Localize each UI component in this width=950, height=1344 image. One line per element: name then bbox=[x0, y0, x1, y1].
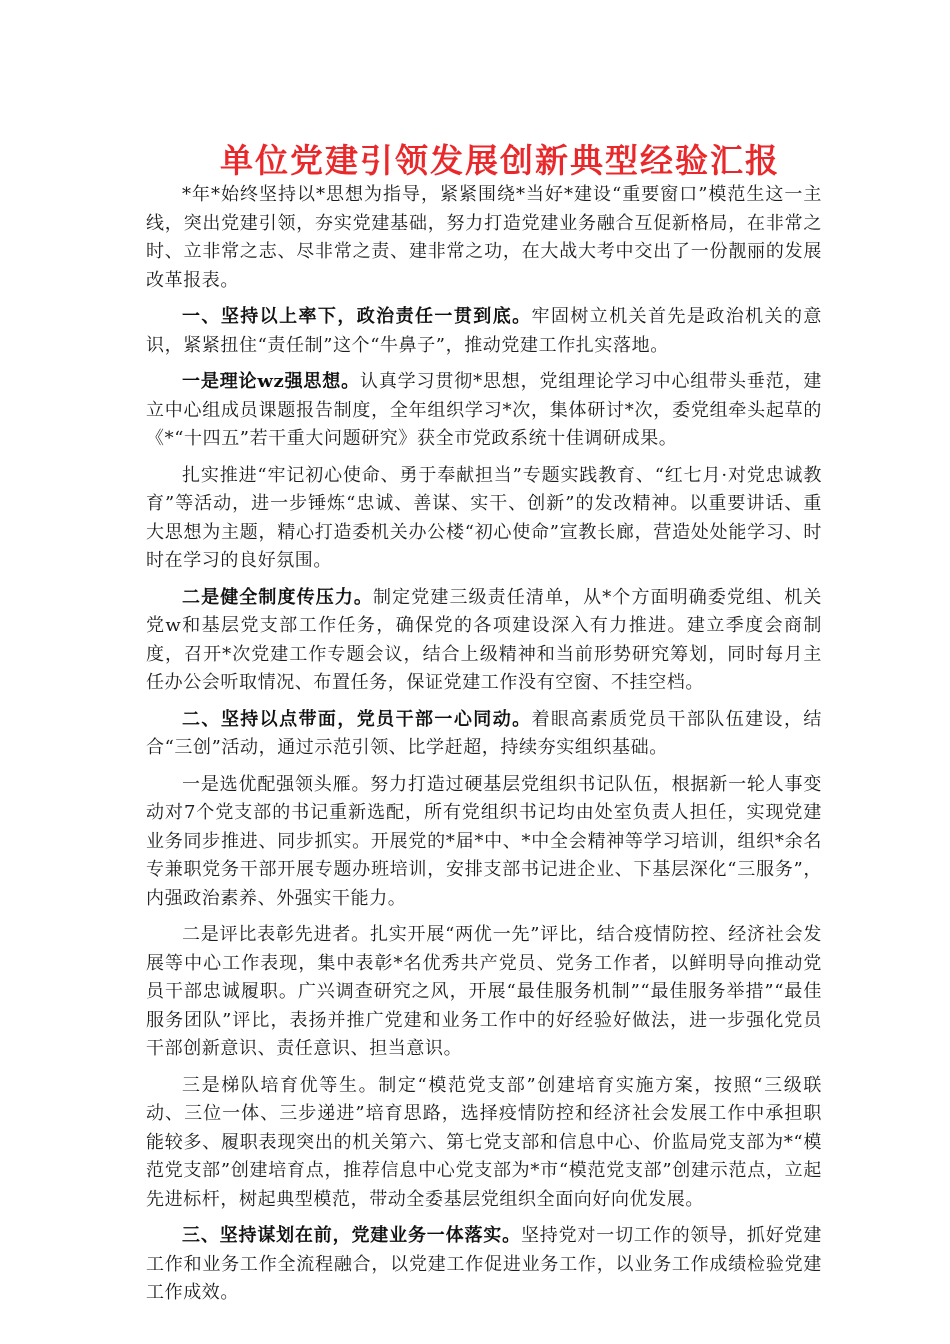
paragraph-lead-heading: 一、坚持以上率下，政治责任一贯到底。 bbox=[182, 306, 532, 327]
paragraph-text: 二是评比表彰先进者。扎实开展“两优一先”评比，结合疫情防控、经济社会发展等中心工作表现，集中表彰*名优秀共产党员、党务工作者，以鲜明导向推动党员干部忠诚履职。广兴调查研究之风，开展“最佳服务机制”“最佳服务举措”“最佳服务团队”评比，表扬并推广党建和业务工作中的好经验好做法，进一步强化党员干部创新意识、责任意识、担当意识。 bbox=[146, 924, 822, 1059]
paragraph bbox=[146, 1072, 822, 1215]
paragraph-text: 三是梯队培育优等生。制定“模范党支部”创建培育实施方案，按照“三级联动、三位一体、三步递进”培育思路，选择疫情防控和经济社会发展工作中承担职能较多、履职表现突出的机关第六、第七党支部和信息中心、价监局党支部为*“模范党支部”创建培育点，推荐信息中心党支部为*市“模范党支部”创建示范点，立起先进标杆，树起典型模范，带动全委基层党组织全面向好向优发展。 bbox=[146, 1074, 822, 1210]
paragraph bbox=[146, 303, 822, 360]
document-body bbox=[146, 181, 822, 1316]
paragraph-text: 着眼高素质党员干部队伍建设，结合“三创”活动，通过示范引领、比学赶超，持续夯实组织基础。 bbox=[146, 708, 822, 758]
paragraph bbox=[146, 584, 822, 698]
paragraph bbox=[146, 771, 822, 914]
document-title: 单位党建引领发展创新典型经验汇报 bbox=[220, 141, 780, 180]
paragraph-text: 制定党建三级责任清单，从*个方面明确委党组、机关党w和基层党支部工作任务，确保党的各项建设深入有力推进。建立季度会商制度，召开*次党建工作专题会议，结合上级精神和当前形势研究筹划，同时每月主任办公会听取情况、布置任务，保证党建工作没有空窗、不挂空档。 bbox=[146, 586, 822, 693]
paragraph bbox=[146, 706, 822, 763]
paragraph-text: 认真学习贯彻*思想，党组理论学习中心组带头垂范，建立中心组成员课题报告制度，全年组织学习*次，集体研讨*次，委党组牵头起草的《*“十四五”若干重大问题研究》获全市党政系统十佳调研成果。 bbox=[146, 371, 823, 449]
paragraph-lead-heading: 二是健全制度传压力。 bbox=[182, 586, 374, 608]
paragraph-lead-heading: 二、坚持以点带面，党员干部一心同动。 bbox=[182, 708, 532, 730]
paragraph-text: 坚持党对一切工作的领导，抓好党建工作和业务工作全流程融合，以党建工作促进业务工作，以业务工作成绩检验党建工作成效。 bbox=[146, 1225, 822, 1303]
paragraph bbox=[146, 462, 822, 576]
paragraph-text: *年*始终坚持以*思想为指导，紧紧围绕*当好*建设“重要窗口”模范生这一主线，突出党建引领，夯实党建基础，努力打造党建业务融合互促新格局，在非常之时、立非常之志、尽非常之责、建非常之功，在大战大考中交出了一份靓丽的发展改革报表。 bbox=[146, 184, 822, 291]
paragraph bbox=[146, 181, 822, 295]
paragraph-text: 一是选优配强领头雁。努力打造过硬基层党组织书记队伍，根据新一轮人事变动对7个党支部的书记重新选配，所有党组织书记均由处室负责人担任，实现党建业务同步推进、同步抓实。开展党的*届*中、*中全会精神等学习培训，组织*余名专兼职党务干部开展专题办班培训，安排支部书记进企业、下基层深化“三服务”，内强政治素养、外强实干能力。 bbox=[146, 773, 822, 909]
paragraph bbox=[146, 1222, 822, 1308]
paragraph bbox=[146, 368, 822, 454]
paragraph-text: 牢固树立机关首先是政治机关的意识，紧紧扭住“责任制”这个“牛鼻子”，推动党建工作扎实落地。 bbox=[146, 306, 822, 356]
paragraph-text: 扎实推进“牢记初心使命、勇于奉献担当”专题实践教育、“红七月·对党忠诚教育”等活动，进一步锤炼“忠诚、善谋、实干、创新”的发改精神。以重要讲话、重大思想为主题，精心打造委机关办公楼“初心使命”宣教长廊，营造处处能学习、时时在学习的良好氛围。 bbox=[146, 464, 822, 571]
paragraph-lead-heading: 一是理论wz强思想。 bbox=[182, 371, 360, 392]
paragraph-lead-heading: 三、坚持谋划在前，党建业务一体落实。 bbox=[182, 1225, 521, 1246]
paragraph bbox=[146, 921, 822, 1064]
